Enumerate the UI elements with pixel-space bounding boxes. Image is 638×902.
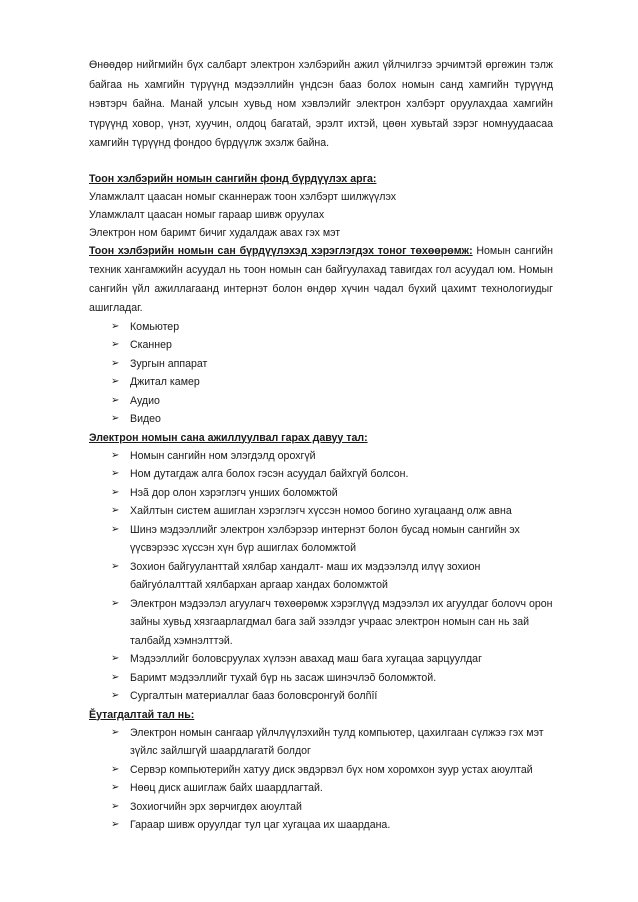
equipment-title: Тоон хэлбэрийн номын сан бүрдүүлэхэд хэрэглэгдэх тоног төхөөрөмж:: [89, 244, 473, 257]
list-item-text: Нөөц диск ашиглаж байх шаардлагтай.: [130, 782, 323, 794]
list-item-text: Сервэр компьютерийн хатуу диск эвдэрвэл бүх ном хоромхон зуур устах аюултай: [130, 763, 533, 776]
list-item: [89, 392, 553, 411]
disadvantages-list: [89, 724, 553, 835]
methods-line: Уламжлалт цаасан номыг гараар шивж оруулах: [89, 208, 325, 221]
list-item: [89, 724, 553, 761]
list-item: [89, 318, 553, 337]
intro-paragraph: Өнөөдөр нийгмийн бүх салбарт электрон хэлбэрийн ажил үйлчилгээ эрчимтэй өргөжин тэлж байгаа нь хамгийн түрүүнд мэдээллийн үндсэн бааз болох номын санд хамгийн түрүүнд нэвтэрч байна. Манай улсын хувьд ном хэвлэлийг электрон хэлбэрт оруулахдаа хамгийн түрүүнд ховор, үнэт, хуучин, олдоц багатай, эрэлт ихтэй, цөөн хувьтай зэрэг номнуудаасаа хамгийн түрүүнд фондоо бүрдүүлж эхэлж байна.: [89, 59, 553, 149]
equipment-text: Номын сангийн техник хангамжийн асуудал нь тоон номын сан байгуулахад тавигдах гол асуудал юм. Номын сангийн үйл ажиллагаанд интернэт болон өндөр хүчин чадал бүхий цахимт технологиудыг ашигладаг.: [89, 244, 554, 314]
list-item-text: Электрон мэдээлэл агуулагч төхөөрөмж хэрэглүүд мэдээлэл их агуулдаг болovч орон зайны хувьд хязгаарлагдмал бага зай эзэлдэг учраас электрон номын сан нь зай талбайд хэмнэлттэй.: [130, 597, 553, 647]
list-item-text: Аудио: [130, 394, 160, 407]
list-item: [89, 650, 553, 669]
list-item-text: Хайлтын систем ашиглан хэрэглэгч хүссэн номоо богино хугацаанд олж авна: [130, 505, 512, 517]
arrow-bullet-icon: ➢: [111, 782, 120, 793]
arrow-bullet-icon: ➢: [111, 376, 120, 387]
list-item-text: Зохион байгууланттай хялбар хандалт- маш их мэдээлэлд илүү зохион байгуóлалттай хялбархан аргаар хандах боломжтой: [130, 560, 481, 591]
list-item-text: Гараар шивж оруулдаг тул цаг хугацаа их шаардана.: [130, 819, 391, 831]
list-item-text: Джитал камер: [130, 376, 200, 388]
list-item-text: Сургалтын материаллаг бааз боловсронгуй болñîí: [130, 690, 378, 702]
list-item: [89, 521, 553, 558]
arrow-bullet-icon: ➢: [111, 486, 120, 498]
list-item-text: Нэã дор олон хэрэглэгч унших боломжтой: [130, 486, 338, 499]
arrow-bullet-icon: ➢: [111, 800, 120, 812]
document-content: [89, 56, 553, 835]
list-item: [89, 798, 553, 817]
list-item: [89, 558, 553, 595]
list-item: [89, 465, 553, 484]
list-item: [89, 410, 553, 429]
arrow-bullet-icon: ➢: [111, 819, 120, 830]
list-item: [89, 816, 553, 835]
arrow-bullet-icon: ➢: [111, 468, 120, 479]
equipment-paragraph: [89, 242, 553, 318]
list-item-text: Номын сангийн ном элэгдэлд орохгүй: [130, 449, 316, 462]
arrow-bullet-icon: ➢: [111, 413, 120, 424]
arrow-bullet-icon: ➢: [111, 523, 120, 535]
list-item: [89, 779, 553, 798]
methods-title: Тоон хэлбэрийн номын сангийн фонд бүрдүүлэх арга:: [89, 172, 377, 185]
arrow-bullet-icon: ➢: [111, 394, 120, 406]
arrow-bullet-icon: ➢: [111, 357, 120, 369]
arrow-bullet-icon: ➢: [111, 597, 120, 609]
arrow-bullet-icon: ➢: [111, 653, 120, 664]
arrow-bullet-icon: ➢: [111, 320, 120, 332]
list-item: [89, 502, 553, 521]
list-item: [89, 373, 553, 392]
list-item-text: Баримт мэдээллийг тухай бүр нь засаж шинэчлэõ боломжтой.: [130, 671, 437, 684]
arrow-bullet-icon: ➢: [111, 763, 120, 775]
list-item: [89, 336, 553, 355]
arrow-bullet-icon: ➢: [111, 671, 120, 683]
list-item: [89, 687, 553, 706]
arrow-bullet-icon: ➢: [111, 560, 120, 572]
equipment-list: [89, 318, 553, 429]
list-item-text: Комьютер: [130, 320, 180, 333]
list-item: [89, 669, 553, 688]
list-item-text: Сканнер: [130, 339, 172, 351]
arrow-bullet-icon: ➢: [111, 339, 120, 350]
advantages-title: Электрон номын сана ажиллуулвал гарах давуу тал:: [89, 431, 368, 444]
list-item: [89, 761, 553, 780]
list-item-text: Электрон номын сангаар үйлчлүүлэхийн тулд компьютер, цахилгаан сүлжээ гэх мэт зүйлс зайлшгүй шаардлагатй болдог: [130, 726, 544, 757]
methods-line: Электрон ном баримт бичиг худалдаж авах гэх мэт: [89, 226, 341, 239]
arrow-bullet-icon: ➢: [111, 505, 120, 516]
advantages-list: [89, 447, 553, 706]
list-item: [89, 355, 553, 374]
list-item-text: Зургын аппарат: [130, 357, 208, 370]
methods-line: Уламжлалт цаасан номыг сканнераж тоон хэлбэрт шилжүүлэх: [89, 190, 397, 203]
list-item-text: Зохиогчийн эрх зөрчигдөх аюултай: [130, 800, 302, 813]
list-item-text: Шинэ мэдээллийг электрон хэлбэрээр интернэт болон бусад номын сангийн эх үүсвэрээс хүссэн хүн бүр ашиглах боломжтой: [130, 523, 520, 554]
list-item: [89, 484, 553, 503]
list-item-text: Ном дутагдаж алга болох гэсэн асуудал байхгүй болсон.: [130, 468, 409, 480]
arrow-bullet-icon: ➢: [111, 726, 120, 738]
arrow-bullet-icon: ➢: [111, 449, 120, 461]
disadvantages-title: Ӗутагдалтай тал нь:: [89, 708, 195, 721]
list-item: [89, 595, 553, 651]
arrow-bullet-icon: ➢: [111, 690, 120, 701]
list-item: [89, 447, 553, 466]
list-item-text: Мэдээллийг боловсруулах хүлээн авахад маш бага хугацаа зарцуулдаг: [130, 653, 482, 665]
list-item-text: Видео: [130, 413, 161, 425]
